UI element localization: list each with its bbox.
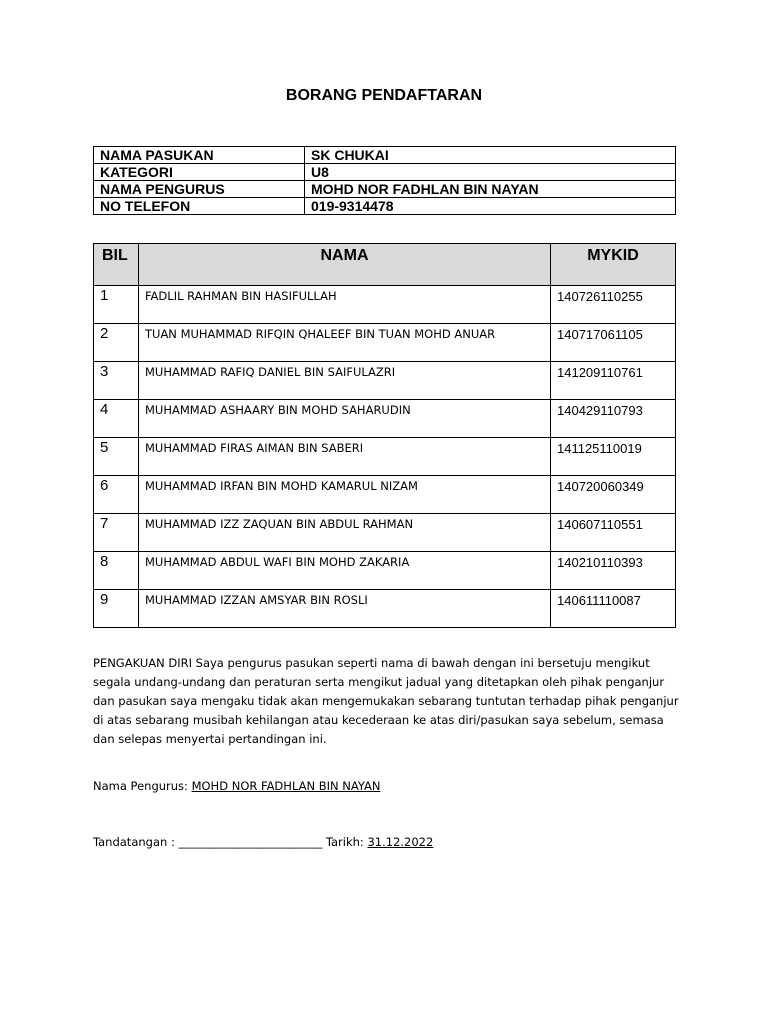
bil-cell: 9 (94, 590, 139, 628)
nama-cell: MUHAMMAD ABDUL WAFI BIN MOHD ZAKARIA (139, 552, 551, 590)
date-label: Tarikh: (322, 835, 368, 849)
team-info-table (93, 146, 676, 215)
nama-cell: MUHAMMAD IZZ ZAQUAN BIN ABDUL RAHMAN (139, 514, 551, 552)
form-title: BORANG PENDAFTARAN (285, 87, 483, 104)
bil-cell: 8 (94, 552, 139, 590)
table-row (94, 476, 676, 514)
bil-header: BIL (94, 244, 139, 286)
nama-cell: FADLIL RAHMAN BIN HASIFULLAH (139, 286, 551, 324)
team-info-label: NO TELEFON (94, 198, 305, 215)
signature-label: Tandatangan : (93, 835, 179, 849)
team-info-value: MOHD NOR FADHLAN BIN NAYAN (305, 181, 676, 198)
team-info-label: NAMA PASUKAN (94, 147, 305, 164)
table-row (94, 514, 676, 552)
team-info-label: KATEGORI (94, 164, 305, 181)
team-info-label: NAMA PENGURUS (94, 181, 305, 198)
mykid-header: MYKID (551, 244, 676, 286)
nama-header: NAMA (139, 244, 551, 286)
signature-line (93, 835, 433, 849)
bil-cell: 3 (94, 362, 139, 400)
players-header-row (94, 244, 676, 286)
manager-name-value: MOHD NOR FADHLAN BIN NAYAN (191, 779, 381, 793)
mykid-cell: 140611110087 (551, 590, 676, 628)
mykid-cell: 140429110793 (551, 400, 676, 438)
team-info-row (94, 198, 676, 215)
mykid-cell: 140720060349 (551, 476, 676, 514)
mykid-cell: 140210110393 (551, 552, 676, 590)
bil-cell: 2 (94, 324, 139, 362)
mykid-cell: 140717061105 (551, 324, 676, 362)
mykid-cell: 141125110019 (551, 438, 676, 476)
bil-cell: 6 (94, 476, 139, 514)
manager-name-line (93, 779, 380, 793)
declaration-text: PENGAKUAN DIRI Saya pengurus pasukan seperti nama di bawah dengan ini bersetuju mengikut segala undang-undang dan peraturan serta mengikut jadual yang ditetapkan oleh pihak penganjur dan pasukan saya mengaku tidak akan mengemukakan sebarang tuntutan terhadap pihak penganjur di atas sebarang musibah kehilangan atau kecederaan ke atas diri/pasukan saya sebelum, semasa dan selepas menyertai pertandingan ini. (93, 656, 679, 746)
table-row (94, 590, 676, 628)
team-info-row (94, 181, 676, 198)
table-row (94, 400, 676, 438)
mykid-cell: 141209110761 (551, 362, 676, 400)
table-row (94, 362, 676, 400)
team-info-value: 019-9314478 (305, 198, 676, 215)
nama-cell: MUHAMMAD IZZAN AMSYAR BIN ROSLI (139, 590, 551, 628)
table-row (94, 552, 676, 590)
table-row (94, 438, 676, 476)
nama-cell: MUHAMMAD ASHAARY BIN MOHD SAHARUDIN (139, 400, 551, 438)
table-row (94, 324, 676, 362)
signature-blank: _________________________ (178, 835, 323, 849)
nama-cell: MUHAMMAD IRFAN BIN MOHD KAMARUL NIZAM (139, 476, 551, 514)
date-value: 31.12.2022 (367, 835, 434, 849)
nama-cell: TUAN MUHAMMAD RIFQIN QHALEEF BIN TUAN MOHD ANUAR (139, 324, 551, 362)
team-info-row (94, 147, 676, 164)
mykid-cell: 140726110255 (551, 286, 676, 324)
players-table (93, 243, 676, 628)
manager-name-label: Nama Pengurus: (93, 779, 192, 793)
bil-cell: 7 (94, 514, 139, 552)
table-row (94, 286, 676, 324)
bil-cell: 1 (94, 286, 139, 324)
team-info-row (94, 164, 676, 181)
mykid-cell: 140607110551 (551, 514, 676, 552)
bil-cell: 4 (94, 400, 139, 438)
team-info-value: U8 (305, 164, 676, 181)
nama-cell: MUHAMMAD RAFIQ DANIEL BIN SAIFULAZRI (139, 362, 551, 400)
bil-cell: 5 (94, 438, 139, 476)
nama-cell: MUHAMMAD FIRAS AIMAN BIN SABERI (139, 438, 551, 476)
team-info-value: SK CHUKAI (305, 147, 676, 164)
